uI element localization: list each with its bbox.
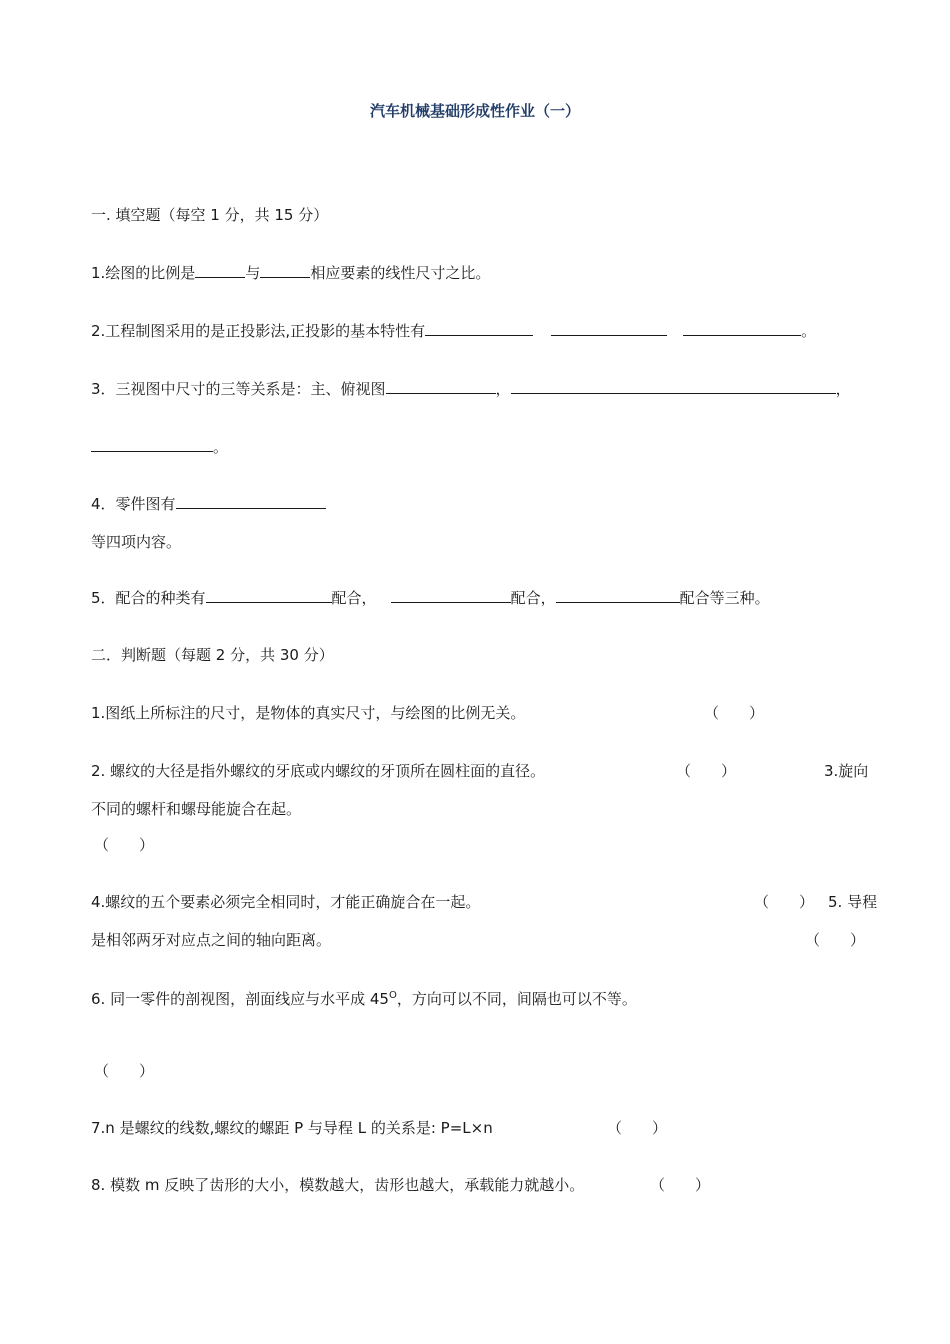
s1-q4-line2: 等四项内容。 bbox=[91, 533, 182, 551]
s2-question-6 bbox=[91, 986, 637, 1009]
answer-blank[interactable] bbox=[386, 379, 496, 394]
degree-superscript: O bbox=[388, 990, 397, 1001]
answer-paren[interactable]: （ ） bbox=[94, 836, 155, 854]
answer-paren[interactable]: （ ） bbox=[94, 1062, 155, 1080]
s2-question-3-start: 3.旋向 bbox=[824, 762, 869, 780]
s2-q6-text-a: 6. 同一零件的剖视图，剖面线应与水平成 45 bbox=[91, 990, 389, 1008]
answer-blank[interactable] bbox=[551, 321, 667, 336]
s2-question-8: 8. 模数 m 反映了齿形的大小，模数越大，齿形也越大，承载能力就越小。 bbox=[91, 1176, 585, 1194]
s2-question-2: 2. 螺纹的大径是指外螺纹的牙底或内螺纹的牙顶所在圆柱面的直径。 bbox=[91, 762, 546, 780]
s1-q3-end: 。 bbox=[213, 438, 229, 456]
s1-question-4 bbox=[91, 494, 326, 514]
s1-q3-text-a: 3．三视图中尺寸的三等关系是：主、俯视图 bbox=[91, 380, 386, 398]
s1-q2-end: 。 bbox=[801, 322, 817, 340]
s2-question-7: 7.n 是螺纹的线数,螺纹的螺距 P 与导程 L 的关系是: P=L×n bbox=[91, 1119, 493, 1137]
s1-question-3 bbox=[91, 379, 851, 399]
answer-blank[interactable] bbox=[91, 437, 213, 452]
answer-blank[interactable] bbox=[511, 379, 836, 394]
answer-paren[interactable]: （ ） bbox=[704, 704, 765, 722]
s2-question-3-cont: 不同的螺杆和螺母能旋合在起。 bbox=[91, 800, 302, 818]
s1-question-3-cont bbox=[91, 437, 228, 457]
s1-q5-text-c: 配合， bbox=[510, 589, 556, 607]
answer-blank[interactable] bbox=[391, 588, 511, 603]
s2-q6-text-b: ，方向可以不同，间隔也可以不等。 bbox=[396, 990, 637, 1008]
section2-heading: 二．判断题（每题 2 分，共 30 分） bbox=[91, 646, 334, 664]
s1-q3-comma: ， bbox=[495, 380, 511, 398]
s1-q4-text-a: 4．零件图有 bbox=[91, 495, 176, 513]
s1-q1-text-a: 1.绘图的比例是 bbox=[91, 264, 196, 282]
answer-blank[interactable] bbox=[425, 321, 533, 336]
s1-q1-text-c: 相应要素的线性尺寸之比。 bbox=[310, 264, 491, 282]
s2-question-4: 4.螺纹的五个要素必须完全相同时，才能正确旋合在一起。 bbox=[91, 893, 481, 911]
answer-blank[interactable] bbox=[195, 263, 245, 278]
answer-blank[interactable] bbox=[260, 263, 310, 278]
answer-paren[interactable]: （ ） bbox=[650, 1176, 711, 1194]
s1-q5-text-a: 5．配合的种类有 bbox=[91, 589, 206, 607]
s1-q3-comma-2: ， bbox=[835, 380, 851, 398]
s1-question-2 bbox=[91, 321, 816, 341]
s1-question-5 bbox=[91, 588, 770, 608]
answer-blank[interactable] bbox=[176, 494, 326, 509]
answer-blank[interactable] bbox=[683, 321, 801, 336]
section1-heading: 一. 填空题（每空 1 分，共 15 分） bbox=[91, 206, 329, 224]
answer-paren[interactable]: （ ） bbox=[607, 1119, 668, 1137]
s2-question-5-cont: 是相邻两牙对应点之间的轴向距离。 bbox=[91, 931, 332, 949]
answer-blank[interactable] bbox=[206, 588, 332, 603]
document-title: 汽车机械基础形成性作业（一） bbox=[369, 102, 580, 120]
s1-question-1 bbox=[91, 263, 490, 283]
s1-q1-text-b: 与 bbox=[245, 264, 261, 282]
answer-blank[interactable] bbox=[556, 588, 680, 603]
s2-question-5-start: 5. 导程 bbox=[828, 893, 878, 911]
answer-paren[interactable]: （ ） bbox=[754, 893, 815, 911]
answer-paren[interactable]: （ ） bbox=[676, 762, 737, 780]
s2-question-1: 1.图纸上所标注的尺寸，是物体的真实尺寸，与绘图的比例无关。 bbox=[91, 704, 526, 722]
s1-q5-text-b: 配合， bbox=[331, 589, 377, 607]
s1-q5-text-d: 配合等三种。 bbox=[679, 589, 770, 607]
answer-paren[interactable]: （ ） bbox=[805, 931, 866, 949]
s1-q2-text-a: 2.工程制图采用的是正投影法,正投影的基本特性有 bbox=[91, 322, 426, 340]
